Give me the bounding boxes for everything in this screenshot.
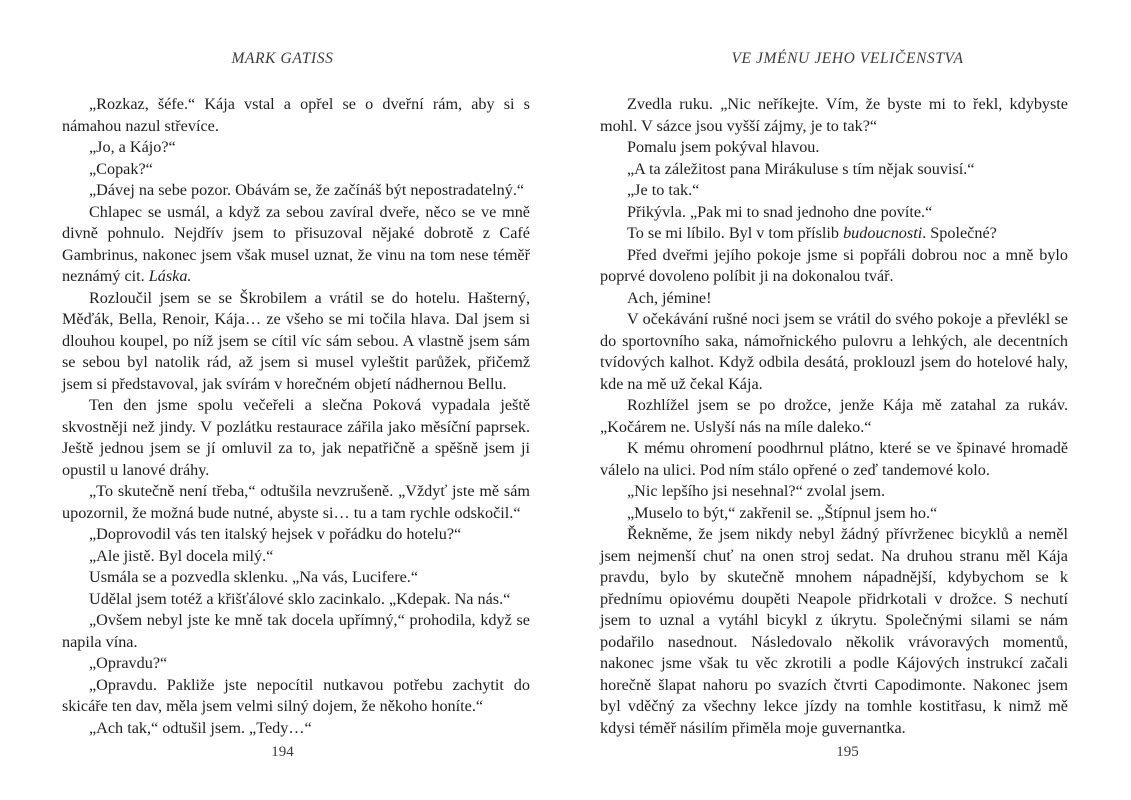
text-run: „Opravdu?“ <box>89 654 168 672</box>
paragraph <box>62 180 530 202</box>
paragraph <box>600 94 1068 137</box>
paragraph <box>600 438 1068 481</box>
paragraph <box>600 481 1068 503</box>
text-run: „Rozkaz, šéfe.“ Kája vstal a opřel se o dveřní rám, aby si s námahou nazul střevíce. <box>62 95 530 135</box>
page-left <box>0 0 565 800</box>
text-run: Řekněme, že jsem nikdy nebyl žádný přívrženec bicyklů a neměl jsem nejmenší chuť na onen stroj sedat. Na druhou stranu měl Kája pravdu, bylo by skutečně mnohem nápadnější, kdybychom se k přednímu opiovému doupěti Neapole přidrkotali v drožce. S nechutí jsem to uznal a vytáhl bicykl z úkrytu. Společnými silami se nám podařilo nasednout. Následovalo několik vrávoravých momentů, nakonec jsme však tu věc zkrotili a podle Kájových instrukcí začali horečně šlapat nahoru po svazích čtvrti Capodimonte. Nakonec jsem byl vděčný za všechny lekce jízdy na tomhle kostitřasu, k nimž mě kdysi téměř násilím přiměla moje guvernantka. <box>600 525 1068 737</box>
page-body <box>600 94 1068 739</box>
italic-text-run: budoucnosti <box>843 224 923 242</box>
text-run: „To skutečně není třeba,“ odtušila nevzrušeně. „Vždyť jste mě sám upozornil, že možná bude nutné, abyste si… tu a tam rychle odskočil.“ <box>62 482 530 522</box>
paragraph <box>62 94 530 137</box>
paragraph <box>600 223 1068 245</box>
paragraph <box>62 395 530 481</box>
text-run: Usmála se a pozvedla sklenku. „Na vás, Lucifere.“ <box>89 568 419 586</box>
text-run: Ten den jsme spolu večeřeli a slečna Poková vypadala ještě skvostněji než jindy. V pozlátku restaurace zářila jako měsíční paprsek. Ještě jednou jsem se jí omluvil za to, jak nepatřičně a spěšně jsem ji opustil u lanové dráhy. <box>62 396 530 479</box>
paragraph <box>62 675 530 718</box>
text-run: „Muselo to být,“ zakřenil se. „Štípnul jsem ho.“ <box>627 503 938 522</box>
text-run: „Ale jistě. Byl docela milý.“ <box>89 546 274 565</box>
text-run: „Dávej na sebe pozor. Obávám se, že začínáš být nepostradatelný.“ <box>89 181 525 199</box>
text-run: „Nic lepšího jsi nesehnal?“ zvolal jsem. <box>627 482 886 500</box>
text-run: Před dveřmi jejího pokoje jsme si popřáli dobrou noc a mně bylo poprvé dovoleno políbit ji na dokonalou tvář. <box>600 245 1068 285</box>
page-number: 195 <box>836 744 859 760</box>
paragraph <box>600 395 1068 438</box>
text-run: Zvedla ruku. „Nic neříkejte. Vím, že byste mi to řekl, kdybyste mohl. V sázce jsou vyšší zájmy, je to tak?“ <box>600 95 1068 135</box>
text-run: „Doprovodil vás ten italský hejsek v pořádku do hotelu?“ <box>89 525 462 543</box>
page-right <box>565 0 1130 800</box>
paragraph <box>62 589 530 611</box>
text-run: „Opravdu. Pakliže jste nepocítil nutkavou potřebu zachytit do skicáře ten dav, měla jsem velmi silný dojem, že někoho honíte.“ <box>62 675 530 715</box>
text-run: Pomalu jsem pokýval hlavou. <box>627 138 820 156</box>
paragraph <box>600 159 1068 181</box>
running-head-author: MARK GATISS <box>231 50 334 67</box>
text-run: „A ta záležitost pana Mirákuluse s tím nějak souvisí.“ <box>627 159 975 178</box>
page-body <box>62 94 530 739</box>
text-run: „Ovšem nebyl jste ke mně tak docela upřímný,“ prohodila, když se napila vína. <box>62 611 530 651</box>
paragraph <box>62 288 530 396</box>
text-run: Ach, jémine! <box>627 288 712 307</box>
text-run: Přikývla. „Pak mi to snad jednoho dne povíte.“ <box>627 202 933 221</box>
text-run: Rozhlížel jsem se po drožce, jenže Kája mě zatahal za rukáv. „Kočárem ne. Uslyší nás na míle daleko.“ <box>600 396 1068 436</box>
paragraph <box>62 524 530 546</box>
paragraph <box>62 567 530 589</box>
page-number: 194 <box>271 744 294 760</box>
text-run: „Je to tak.“ <box>627 181 700 199</box>
paragraph <box>600 245 1068 288</box>
paragraph <box>62 202 530 288</box>
paragraph <box>62 546 530 568</box>
text-run: Chlapec se usmál, a když za sebou zavíral dveře, něco se ve mně divně pohnulo. Nejdřív jsem to přisuzoval nějaké dobrotě z Café Gambrinus, nakonec jsem však musel uznat, že vinu na tom nese téměř neznámý cit. <box>62 202 530 285</box>
paragraph <box>600 202 1068 224</box>
paragraph <box>62 653 530 675</box>
text-run: To se mi líbilo. Byl v tom příslib <box>627 224 844 242</box>
paragraph <box>62 159 530 181</box>
text-run: K mému ohromení poodhrnul plátno, které se ve špinavé hromadě válelo na ulici. Pod ním stálo opřené o zeď tandemové kolo. <box>600 439 1068 479</box>
paragraph <box>600 137 1068 159</box>
text-run: Rozloučil jsem se se Škrobilem a vrátil se do hotelu. Hašterný, Měďák, Bella, Renoir, Kája… ze všeho se mi točila hlava. Dal jsem si dlouhou koupel, po níž jsem se cítil víc sám sebou. A vlastně jsem sám se sebou byl natolik rád, až jsem si musel vyleštit parůžek, přičemž jsem si představoval, jak svírám v horečném objetí nádhernou Bellu. <box>62 288 530 393</box>
text-run: V očekávání rušné noci jsem se vrátil do svého pokoje a převlékl se do sportovního saka, námořnického pulovru a lehkých, ale decentních tvídových kalhot. Když odbila desátá, proklouzl jsem do hotelové haly, kde na mě už čekal Kája. <box>600 310 1068 393</box>
text-run: Udělal jsem totéž a křišťálové sklo zacinkalo. „Kdepak. Na nás.“ <box>89 589 511 608</box>
running-head-title: VE JMÉNU JEHO VELIČENSTVA <box>731 50 964 67</box>
paragraph <box>600 309 1068 395</box>
italic-text-run: Láska. <box>148 267 192 285</box>
paragraph <box>600 503 1068 525</box>
text-run: „Copak?“ <box>89 159 153 178</box>
text-run: . Společné? <box>922 224 997 242</box>
paragraph <box>62 137 530 159</box>
paragraph <box>600 524 1068 739</box>
paragraph <box>600 180 1068 202</box>
text-run: „Jo, a Kájo?“ <box>89 138 176 156</box>
paragraph <box>62 481 530 524</box>
paragraph <box>600 288 1068 310</box>
paragraph <box>62 610 530 653</box>
text-run: „Ach tak,“ odtušil jsem. „Tedy…“ <box>89 718 312 737</box>
paragraph <box>62 718 530 740</box>
